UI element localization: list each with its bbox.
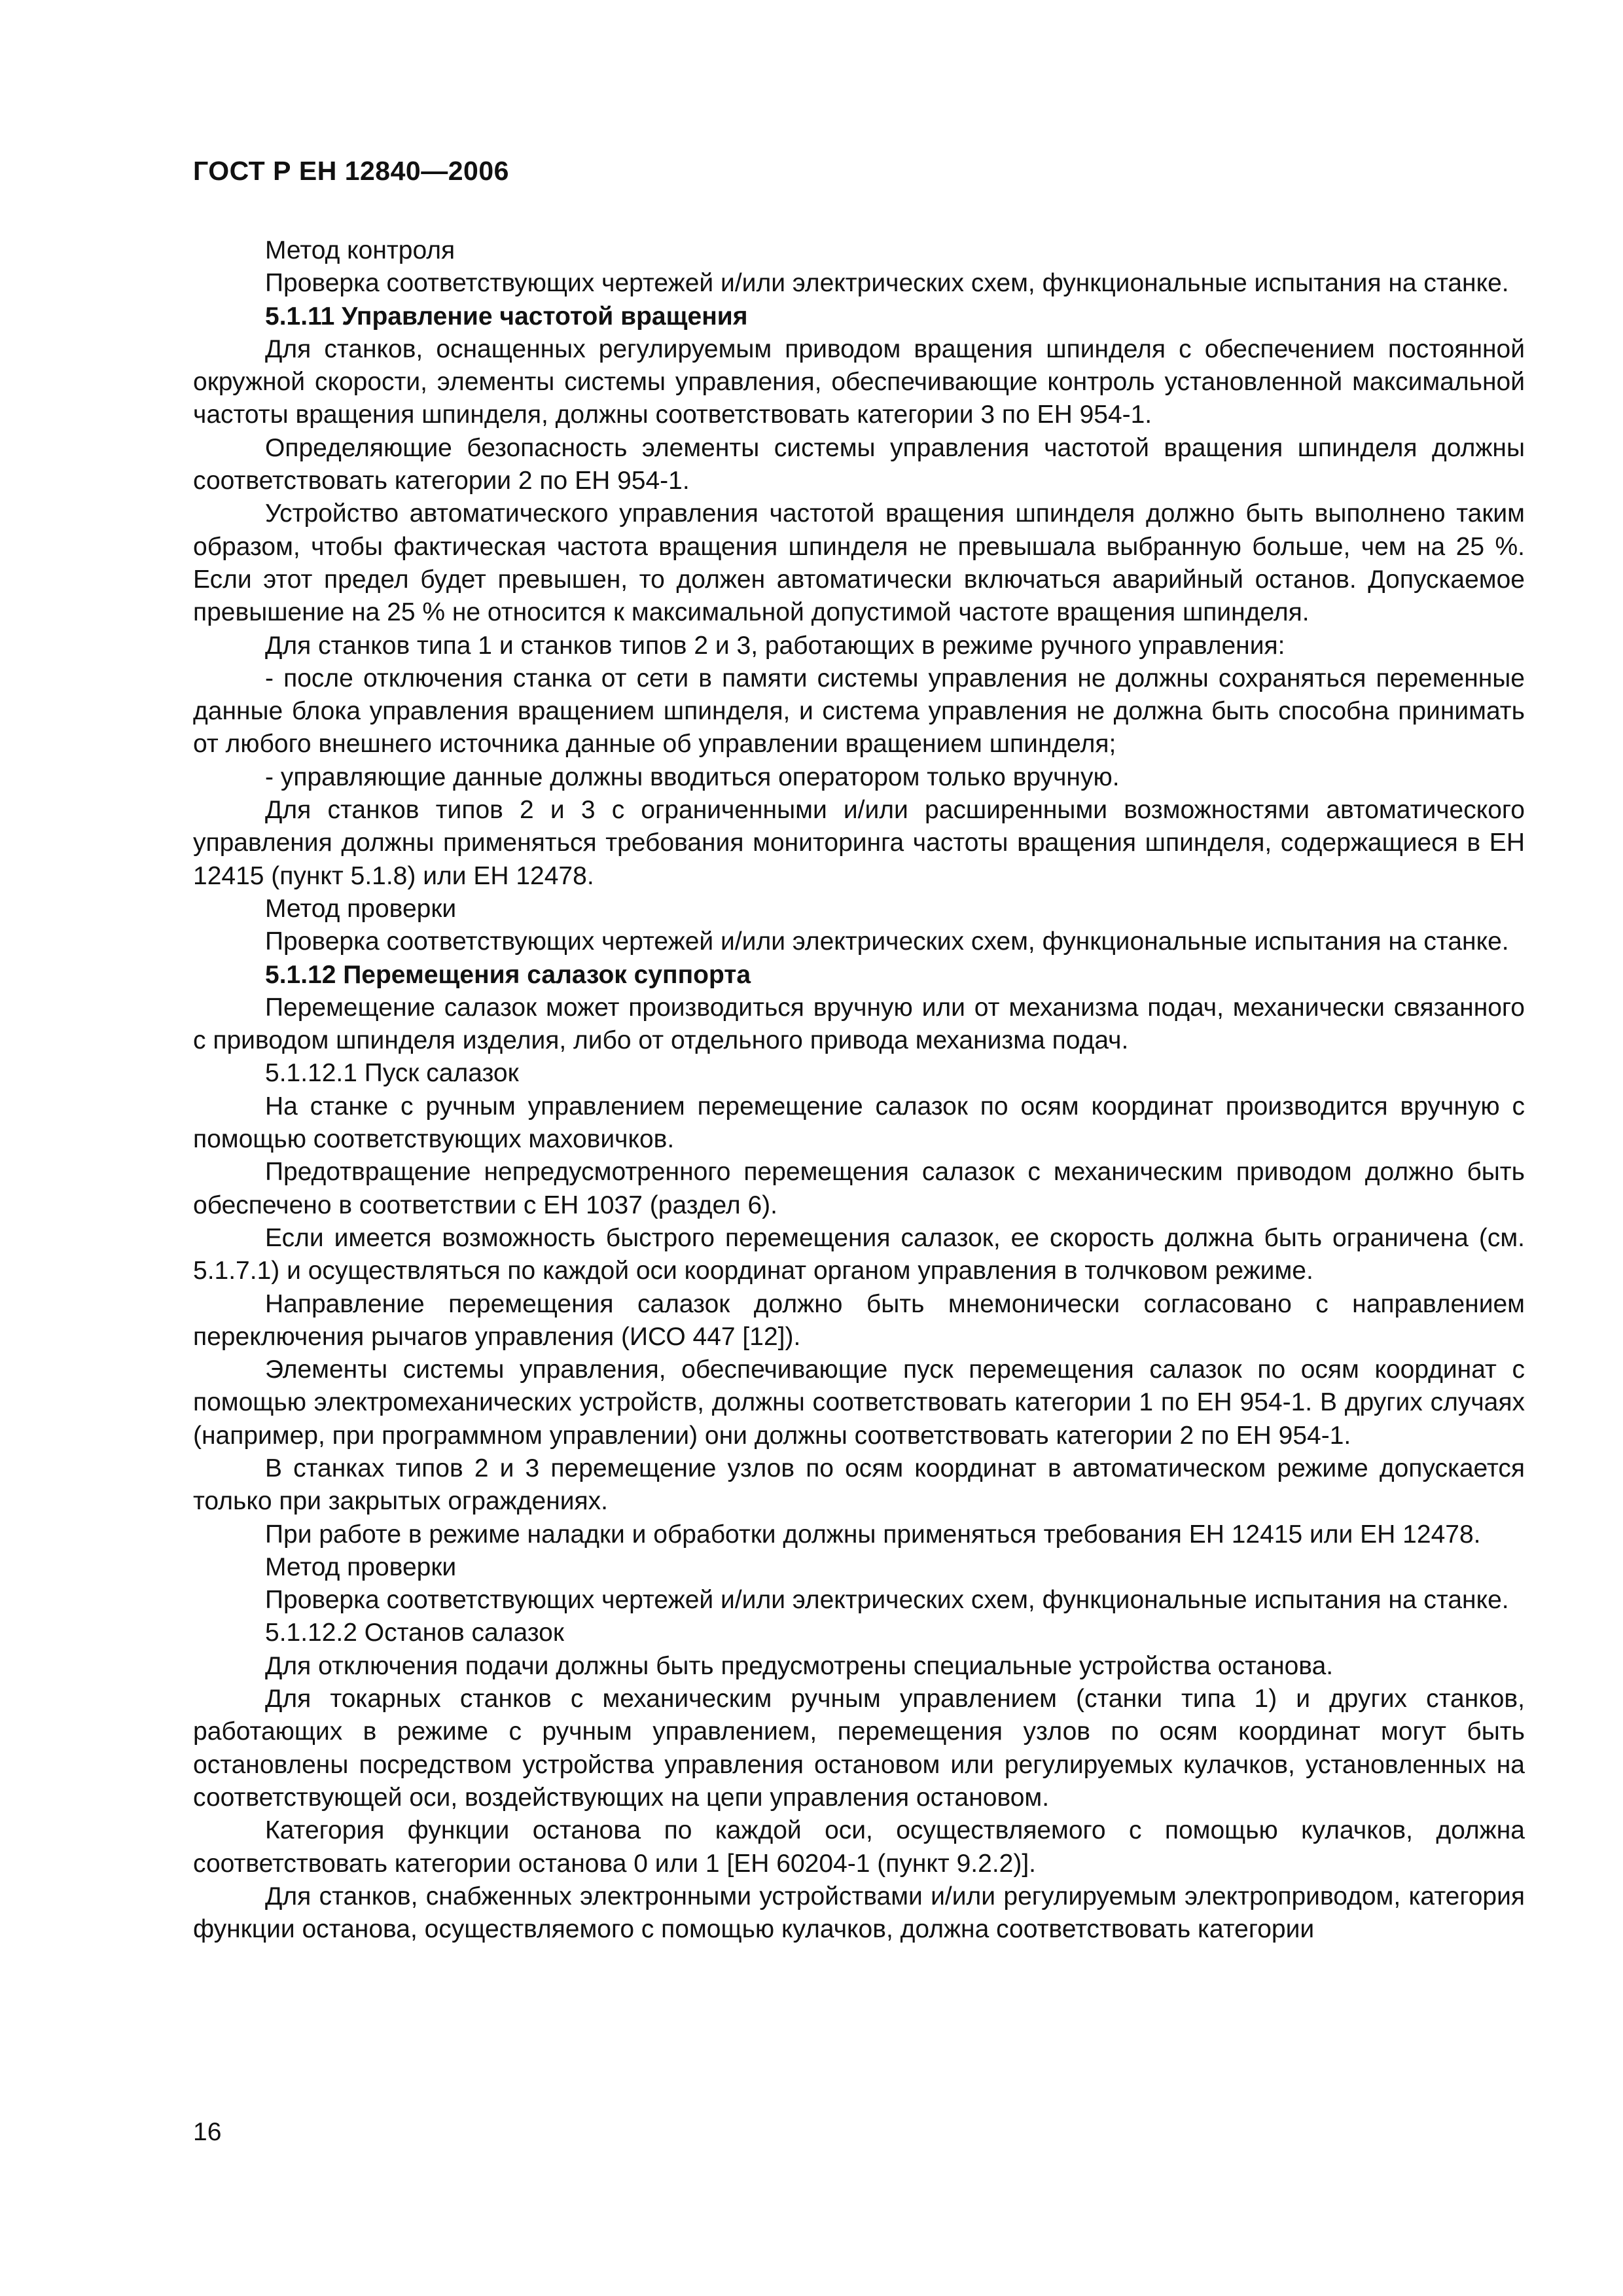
paragraph: Определяющие безопасность элементы системы управления частотой вращения шпинделя должны соответствовать категории 2 по ЕН 954-1. <box>193 433 1525 495</box>
paragraph: В станках типов 2 и 3 перемещение узлов по осям координат в автоматическом режиме допускается только при закрытых ограждениях. <box>193 1454 1525 1516</box>
paragraph: Метод проверки <box>265 894 457 923</box>
paragraph: Метод контроля <box>265 236 455 264</box>
paragraph: Метод проверки <box>265 1552 457 1581</box>
paragraph: Проверка соответствующих чертежей и/или электрических схем, функциональные испытания на станке. <box>265 269 1509 298</box>
paragraph: Устройство автоматического управления частотой вращения шпинделя должно быть выполнено таким образом, чтобы фактическая частота вращения шпинделя не превышала выбранную больше, чем на 25 %. Если этот предел будет превышен, то должен автоматически включаться аварийный останов. Допускаемое превышение на 25 % не относится к максимальной допустимой частоте вращения шпинделя. <box>193 499 1525 627</box>
paragraph: - управляющие данные должны вводиться оператором только вручную. <box>265 762 1120 791</box>
document-body <box>193 234 1525 1946</box>
paragraph: Проверка соответствующих чертежей и/или электрических схем, функциональные испытания на станке. <box>265 927 1509 956</box>
paragraph: 5.1.12.2 Останов салазок <box>265 1619 564 1647</box>
paragraph: Направление перемещения салазок должно быть мнемонически согласовано с направлением переключения рычагов управления (ИСО 447 [12]). <box>193 1289 1525 1351</box>
standard-code-header: ГОСТ Р ЕН 12840—2006 <box>193 156 509 186</box>
paragraph: Для отключения подачи должны быть предусмотрены специальные устройства останова. <box>265 1651 1334 1680</box>
paragraph: Предотвращение непредусмотренного перемещения салазок с механическим приводом должно быть обеспечено в соответствии с ЕН 1037 (раздел 6). <box>193 1158 1525 1219</box>
paragraph: Для станков типа 1 и станков типов 2 и 3, работающих в режиме ручного управления: <box>265 631 1285 660</box>
paragraph: 5.1.12.1 Пуск салазок <box>265 1059 519 1088</box>
paragraph: Категория функции останова по каждой оси, осуществляемого с помощью кулачков, должна соответствовать категории останова 0 или 1 [ЕН 60204-1 (пункт 9.2.2)]. <box>193 1816 1525 1878</box>
paragraph: Для станков типов 2 и 3 с ограниченными и/или расширенными возможностями автоматического управления должны применяться требования мониторинга частоты вращения шпинделя, содержащиеся в ЕН 12415 (пункт 5.1.8) или ЕН 12478. <box>193 796 1525 890</box>
document-page <box>193 0 1525 2296</box>
paragraph: При работе в режиме наладки и обработки должны применяться требования ЕН 12415 или ЕН 12478. <box>265 1520 1481 1549</box>
section-heading: 5.1.12 Перемещения салазок суппорта <box>265 960 751 989</box>
paragraph: Для токарных станков с механическим ручным управлением (станки типа 1) и других станков, работающих в режиме с ручным управлением, перемещения узлов по осям координат могут быть остановлены посредством устройства управления остановом или регулируемых кулачков, установленных на соответствующей оси, воздействующих на цепи управления остановом. <box>193 1685 1525 1812</box>
paragraph: - после отключения станка от сети в памяти системы управления не должны сохраняться переменные данные блока управления вращением шпинделя, и система управления не должна быть способна принимать от любого внешнего источника данные об управлении вращением шпинделя; <box>193 664 1525 759</box>
paragraph: Для станков, снабженных электронными устройствами и/или регулируемым электроприводом, категория функции останова, осуществляемого с помощью кулачков, должна соответствовать категории <box>193 1882 1525 1944</box>
paragraph: Перемещение салазок может производиться вручную или от механизма подач, механически связанного с приводом шпинделя изделия, либо от отдельного привода механизма подач. <box>193 993 1525 1055</box>
paragraph: На станке с ручным управлением перемещение салазок по осям координат производится вручную с помощью соответствующих маховичков. <box>193 1092 1525 1154</box>
paragraph: Проверка соответствующих чертежей и/или электрических схем, функциональные испытания на станке. <box>265 1586 1509 1615</box>
paragraph: Если имеется возможность быстрого перемещения салазок, ее скорость должна быть ограничена (см. 5.1.7.1) и осуществляться по каждой оси координат органом управления в толчковом режиме. <box>193 1223 1525 1285</box>
paragraph: Для станков, оснащенных регулируемым приводом вращения шпинделя с обеспечением постоянной окружной скорости, элементы системы управления, обеспечивающие контроль установленной максимальной частоты вращения шпинделя, должны соответствовать категории 3 по ЕН 954-1. <box>193 334 1525 429</box>
paragraph: Элементы системы управления, обеспечивающие пуск перемещения салазок по осям координат с помощью электромеханических устройств, должны соответствовать категории 1 по ЕН 954-1. В других случаях (например, при программном управлении) они должны соответствовать категории 2 по ЕН 954-1. <box>193 1355 1525 1450</box>
page-number: 16 <box>193 2118 222 2146</box>
section-heading: 5.1.11 Управление частотой вращения <box>265 302 748 331</box>
